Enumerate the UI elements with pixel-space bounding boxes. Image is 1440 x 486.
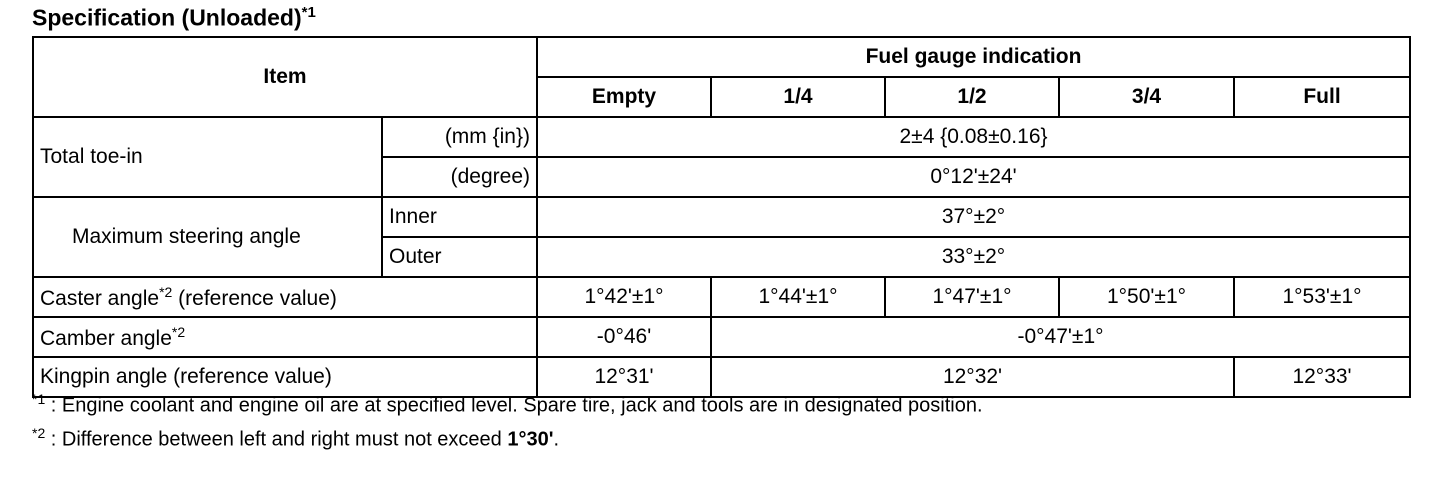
caster-value-quarter: 1°44'±1°	[711, 277, 885, 317]
table-row	[33, 117, 1410, 157]
title-footnote-mark: *1	[301, 4, 316, 21]
steering-outer-value: 33°±2°	[537, 237, 1410, 277]
level-header-quarter: 1/4	[711, 77, 885, 117]
toe-in-unit-degree: (degree)	[382, 157, 537, 197]
footnote-2-limit: 1°30'	[507, 428, 554, 451]
camber-label	[33, 317, 537, 357]
footnote-1-text: : Engine coolant and engine oil are at specified level. Spare tire, jack and tools are in designated position.	[45, 394, 983, 417]
camber-value-empty: -0°46'	[537, 317, 711, 357]
steering-inner-label: Inner	[382, 197, 537, 237]
caster-label-text: Caster angle	[40, 286, 160, 310]
kingpin-label: Kingpin angle (reference value)	[33, 357, 537, 397]
toe-in-label: Total toe-in	[33, 117, 382, 197]
level-header-full: Full	[1234, 77, 1410, 117]
footnote-2-tail: .	[553, 428, 560, 451]
footnote-1	[32, 386, 983, 420]
table-row	[33, 317, 1410, 357]
caster-footnote-mark: *2	[159, 283, 173, 300]
footnote-2-mark: *2	[32, 424, 46, 441]
steering-outer-label: Outer	[382, 237, 537, 277]
caster-label-suffix: (reference value)	[172, 286, 337, 310]
item-header: Item	[33, 37, 537, 117]
toe-in-value-mm: 2±4 {0.08±0.16}	[537, 117, 1410, 157]
camber-value-rest: -0°47'±1°	[711, 317, 1410, 357]
toe-in-value-degree: 0°12'±24'	[537, 157, 1410, 197]
caster-label	[33, 277, 537, 317]
steering-inner-value: 37°±2°	[537, 197, 1410, 237]
footnotes	[32, 386, 983, 453]
fuel-gauge-header: Fuel gauge indication	[537, 37, 1410, 77]
level-header-empty: Empty	[537, 77, 711, 117]
caster-value-three-quarter: 1°50'±1°	[1059, 277, 1234, 317]
level-header-half: 1/2	[885, 77, 1059, 117]
toe-in-unit-mm: (mm {in})	[382, 117, 537, 157]
camber-footnote-mark: *2	[171, 323, 186, 340]
footnote-2	[32, 420, 983, 454]
caster-value-full: 1°53'±1°	[1234, 277, 1410, 317]
specification-table	[32, 36, 1411, 398]
kingpin-value-mid: 12°32'	[711, 357, 1234, 397]
footnote-2-text: : Difference between left and right must not exceed	[45, 428, 508, 451]
caster-value-half: 1°47'±1°	[885, 277, 1059, 317]
camber-label-text: Camber angle	[40, 326, 172, 350]
table-row	[33, 277, 1410, 317]
steering-angle-label: Maximum steering angle	[33, 197, 382, 277]
kingpin-value-empty: 12°31'	[537, 357, 711, 397]
page-title	[32, 4, 316, 32]
kingpin-value-full: 12°33'	[1234, 357, 1410, 397]
footnote-1-mark: *1	[32, 391, 46, 407]
caster-value-empty: 1°42'±1°	[537, 277, 711, 317]
header-row-group	[33, 37, 1410, 77]
level-header-three-quarter: 3/4	[1059, 77, 1234, 117]
title-text: Specification (Unloaded)	[32, 4, 302, 31]
table-row	[33, 197, 1410, 237]
